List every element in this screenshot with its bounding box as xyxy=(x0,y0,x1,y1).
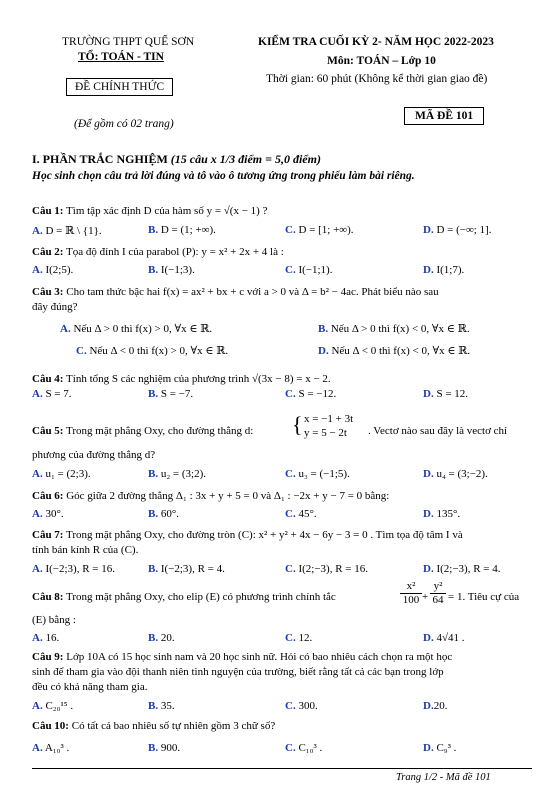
section-title-note: (15 câu x 1/3 điểm = 5,0 điểm) xyxy=(170,152,321,166)
fraction-y xyxy=(430,580,446,607)
q10-option-d[interactable]: D. C₉³ . xyxy=(423,742,457,754)
q1-option-a[interactable]: A. D = ℝ \ {1}. xyxy=(32,225,102,237)
question-text: Cho tam thức bậc hai f(x) = ax² + bx + c với a > 0 và Δ = b² − 4ac. Phát biểu nào sau xyxy=(66,286,439,298)
fraction-x-den: 100 xyxy=(400,593,422,607)
q7-option-c[interactable]: C. I(2;−3), R = 16. xyxy=(285,563,368,575)
department-name: TỔ: TOÁN - TIN xyxy=(78,51,164,63)
question-4 xyxy=(32,372,532,387)
question-text: Tọa độ đỉnh I của parabol (P): y = x² + 2x + 4 là : xyxy=(66,246,284,258)
page-footer: Trang 1/2 - Mã đề 101 xyxy=(396,772,491,783)
official-badge: ĐỀ CHÍNH THỨC xyxy=(66,78,173,96)
question-5-tail: . Vectơ nào sau đây là vectơ chỉ xyxy=(368,425,508,437)
question-9 xyxy=(32,650,532,695)
question-label: Câu 5: xyxy=(32,425,64,437)
q7-option-a[interactable]: A. I(−2;3), R = 16. xyxy=(32,563,115,575)
q3-option-a[interactable]: A. Nếu Δ > 0 thì f(x) > 0, ∀x ∈ ℝ. xyxy=(60,323,213,335)
time-line xyxy=(266,73,487,85)
q3-option-c[interactable]: C. Nếu Δ < 0 thì f(x) > 0, ∀x ∈ ℝ. xyxy=(76,345,229,357)
section-instruction: Học sinh chọn câu trả lời đúng và tô vào ô tương ứng trong phiếu làm bài riêng. xyxy=(32,170,415,182)
question-8-line1 xyxy=(32,591,336,603)
q8-option-c[interactable]: C. 12. xyxy=(285,632,313,644)
question-8-tail: = 1. Tiêu cự của xyxy=(448,591,520,603)
footer-rule xyxy=(32,768,532,769)
q6-option-a[interactable]: A. 30°. xyxy=(32,508,64,520)
q2-option-c[interactable]: C. I(−1;1). xyxy=(285,264,333,276)
question-text-cont2: đều có khả năng tham gia. xyxy=(32,681,148,693)
question-label: Câu 6: xyxy=(32,490,64,502)
question-text: Lớp 10A có 15 học sinh nam và 20 học sinh nữ. Hỏi có bao nhiêu cách chọn ra một học xyxy=(66,651,453,663)
q9-option-a[interactable]: A. C₂₀¹⁵ . xyxy=(32,700,74,712)
question-label: Câu 1: xyxy=(32,205,64,217)
q9-option-b[interactable]: B. 35. xyxy=(148,700,175,712)
q3-option-b[interactable]: B. Nếu Δ > 0 thì f(x) < 0, ∀x ∈ ℝ. xyxy=(318,323,470,335)
fraction-y-num: y² xyxy=(433,580,443,592)
system-eq2: y = 5 − 2t xyxy=(304,427,347,439)
question-5-line2: phương của đường thẳng d? xyxy=(32,449,156,461)
q4-option-c[interactable]: C. S = −12. xyxy=(285,388,337,400)
q5-option-c[interactable]: C. u₃ = (−1;5). xyxy=(285,468,350,480)
q4-option-a[interactable]: A. S = 7. xyxy=(32,388,72,400)
q6-option-d[interactable]: D. 135°. xyxy=(423,508,461,520)
question-text: Trong mặt phẳng Oxy, cho đường thẳng d: xyxy=(66,425,254,437)
q1-option-c[interactable]: C. D = [1; +∞). xyxy=(285,224,354,236)
question-text: Tính tổng S các nghiệm của phương trình √(3x − 8) = x − 2. xyxy=(66,373,331,385)
school-name: TRƯỜNG THPT QUẾ SƠN xyxy=(62,36,195,48)
q10-option-c[interactable]: C. C₁₀³ . xyxy=(285,742,323,754)
q2-option-d[interactable]: D. I(1;7). xyxy=(423,264,465,276)
q5-option-d[interactable]: D. u₄ = (3;−2). xyxy=(423,468,488,480)
fraction-x-num: x² xyxy=(406,580,416,592)
q6-option-b[interactable]: B. 60°. xyxy=(148,508,179,520)
question-3 xyxy=(32,285,532,315)
question-label: Câu 4: xyxy=(32,373,64,385)
question-text: Tìm tập xác định D của hàm số y = √(x − 1) ? xyxy=(66,205,268,217)
q7-option-d[interactable]: D. I(2;−3), R = 4. xyxy=(423,563,501,575)
question-label: Câu 10: xyxy=(32,720,69,732)
q5-option-b[interactable]: B. u₂ = (3;2). xyxy=(148,468,207,480)
question-text: Trong mặt phẳng Oxy, cho đường tròn (C): x² + y² + 4x − 6y − 3 = 0 . Tìm tọa độ tâm I và xyxy=(66,529,463,541)
fraction-y-den: 64 xyxy=(430,593,446,607)
q2-option-b[interactable]: B. I(−1;3). xyxy=(148,264,195,276)
question-7 xyxy=(32,528,532,558)
question-text: Trong mặt phẳng Oxy, cho elip (E) có phương trình chính tắc xyxy=(66,591,336,603)
q3-option-d[interactable]: D. Nếu Δ < 0 thì f(x) < 0, ∀x ∈ ℝ. xyxy=(318,345,471,357)
pages-note: (Để gồm có 02 trang) xyxy=(74,118,174,130)
q5-option-a[interactable]: A. u₁ = (2;3). xyxy=(32,468,91,480)
plus-sign: + xyxy=(422,591,429,603)
question-8-line2: (E) bằng : xyxy=(32,614,76,626)
exam-title: KIỂM TRA CUỐI KỲ 2- NĂM HỌC 2022-2023 xyxy=(258,36,494,48)
fraction-x xyxy=(400,580,422,607)
question-1 xyxy=(32,204,532,219)
question-text: Có tất cả bao nhiêu số tự nhiên gồm 3 chữ số? xyxy=(71,720,276,732)
system-brace: { xyxy=(292,412,303,437)
subject-line: Môn: TOÁN – Lớp 10 xyxy=(327,55,436,67)
question-label: Câu 9: xyxy=(32,651,64,663)
q10-option-a[interactable]: A. A₁₀³ . xyxy=(32,742,70,754)
question-label: Câu 8: xyxy=(32,591,64,603)
q4-option-b[interactable]: B. S = −7. xyxy=(148,388,194,400)
section-title-text: I. PHẦN TRẮC NGHIỆM xyxy=(32,152,168,166)
q9-option-c[interactable]: C. 300. xyxy=(285,700,318,712)
question-2 xyxy=(32,245,532,260)
question-text-cont: sinh để tham gia vào đội thanh niên tình nguyện của trường, biết rằng tất cả các bạn trong lớp xyxy=(32,666,444,678)
exam-code: MÃ ĐỀ 101 xyxy=(404,107,484,125)
q10-option-b[interactable]: B. 900. xyxy=(148,742,181,754)
time-text: Thời gian: 60 phút (Không kể thời gian giao đề) xyxy=(266,73,488,85)
q7-option-b[interactable]: B. I(−2;3), R = 4. xyxy=(148,563,225,575)
question-label: Câu 3: xyxy=(32,286,64,298)
question-5-line1 xyxy=(32,425,253,437)
system-eq1: x = −1 + 3t xyxy=(304,413,354,425)
line-system xyxy=(304,412,353,440)
question-label: Câu 7: xyxy=(32,529,64,541)
q1-option-d[interactable]: D. D = (−∞; 1]. xyxy=(423,224,492,236)
section-title xyxy=(32,152,321,167)
question-6 xyxy=(32,489,532,504)
question-10 xyxy=(32,719,532,734)
q8-option-a[interactable]: A. 16. xyxy=(32,632,60,644)
q6-option-c[interactable]: C. 45°. xyxy=(285,508,317,520)
q8-option-b[interactable]: B. 20. xyxy=(148,632,175,644)
q2-option-a[interactable]: A. I(2;5). xyxy=(32,264,74,276)
q1-option-b[interactable]: B. D = (1; +∞). xyxy=(148,224,216,236)
question-label: Câu 2: xyxy=(32,246,64,258)
question-text: Góc giữa 2 đường thẳng Δ₁ : 3x + y + 5 = 0 và Δ₁ : −2x + y − 7 = 0 bằng: xyxy=(66,490,390,502)
q4-option-d[interactable]: D. S = 12. xyxy=(423,388,469,400)
question-text-cont: tính bán kính R của (C). xyxy=(32,544,139,556)
question-text-cont: đây đúng? xyxy=(32,301,78,313)
q9-option-d[interactable]: D.20. xyxy=(423,700,448,712)
q8-option-d[interactable]: D. 4√41 . xyxy=(423,632,465,644)
